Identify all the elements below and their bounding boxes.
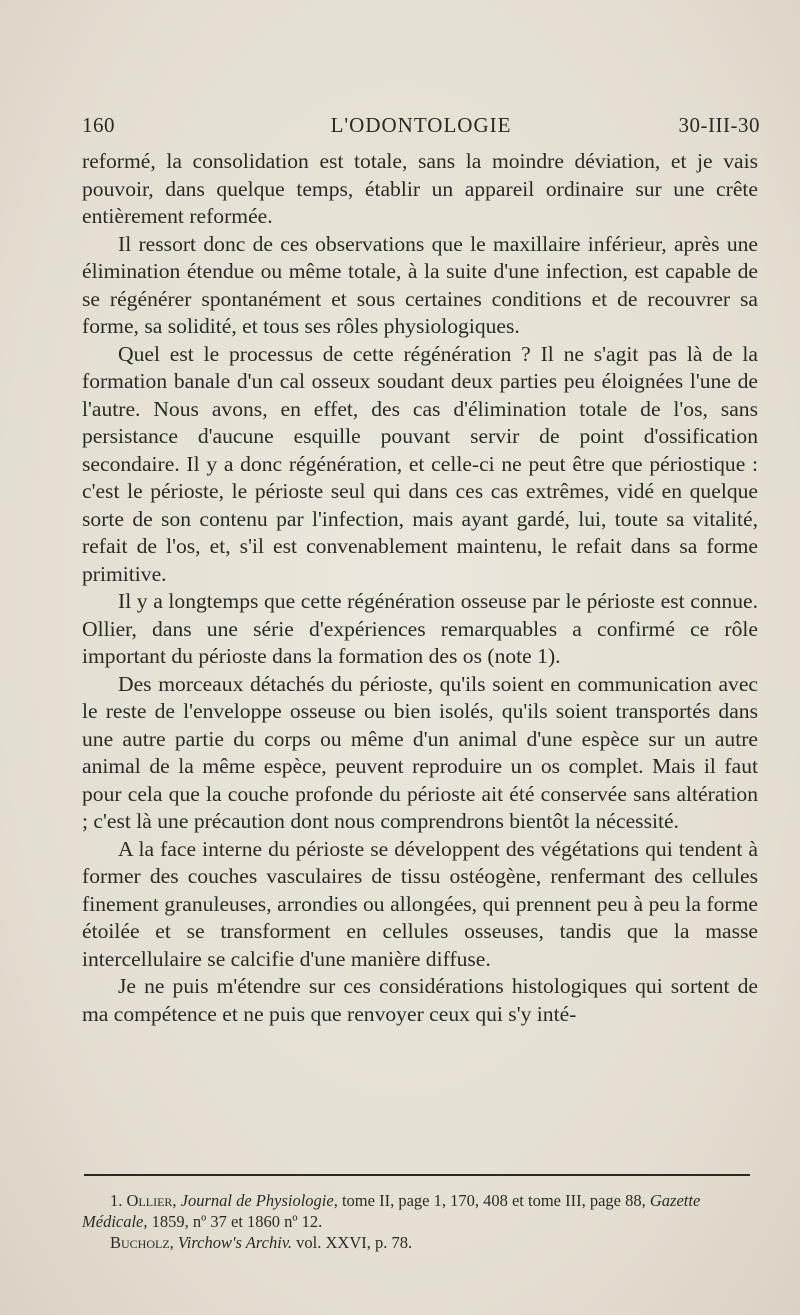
- paragraph: Je ne puis m'étendre sur ces considérations histologiques qui sortent de ma compétence et ne puis que renvoyer ceux qui s'y inté-: [82, 974, 758, 1026]
- footnote-2: [82, 1232, 758, 1253]
- footnote-journal: Virchow's Archiv.: [177, 1233, 293, 1252]
- footnote-journal: Journal de Physiologie,: [180, 1191, 338, 1210]
- paragraph: Quel est le processus de cette régénération ? Il ne s'agit pas là de la formation banale d'un cal osseux soudant deux parties peu éloignées l'une de l'autre. Nous avons, en effet, des cas d'élimination totale de l'os, sans persistance d'aucune esquille pouvant servir de point d'ossification secondaire. Il y a donc régénération, et celle-ci ne peut être que périostique : c'est le périoste, le périoste seul qui dans ces cas extrêmes, vidé en quelque sorte de son contenu par l'infection, mais ayant gardé, lui, toute sa vitalité, refait de l'os, et, s'il est convenablement maintenu, le refait dans sa forme primitive.: [82, 341, 758, 586]
- main-text: [82, 148, 758, 1028]
- page-header: [82, 113, 760, 143]
- footnote-reference: 1859, nº 37 et 1860 nº 12.: [151, 1212, 323, 1231]
- footnote-reference: tome II, page 1, 170, 408 et tome III, page 88,: [341, 1191, 646, 1210]
- footnote-divider: [84, 1174, 750, 1176]
- footnotes: [82, 1190, 758, 1253]
- page-number: 160: [82, 113, 115, 137]
- paragraph: Il y a longtemps que cette régénération osseuse par le périoste est connue. Ollier, dans une série d'expériences remarquables a confirmé ce rôle important du périoste dans la formation des os (note 1).: [82, 589, 758, 668]
- paragraph: reformé, la consolidation est totale, sans la moindre déviation, et je vais pouvoir, dans quelque temps, établir un appareil ordinaire sur une crête entièrement reformée.: [82, 149, 758, 228]
- footnote-journal: Gazette Médicale,: [82, 1191, 701, 1231]
- footnote-reference: vol. XXVI, p. 78.: [296, 1233, 413, 1252]
- paragraph: A la face interne du périoste se développent des végétations qui tendent à former des couches vasculaires de tissu ostéogène, renfermant des cellules finement granuleuses, arrondies ou allongées, qui prennent peu à peu la forme étoilée et se transforment en cellules osseuses, tandis que la masse intercellulaire se calcifie d'une manière diffuse.: [82, 836, 758, 971]
- footnote-author: Ollier,: [126, 1191, 177, 1210]
- running-title: L'ODONTOLOGIE: [330, 113, 512, 137]
- issue-date: 30-III-30: [678, 113, 760, 137]
- footnote-1: [82, 1190, 758, 1232]
- paragraph: Des morceaux détachés du périoste, qu'ils soient en communication avec le reste de l'enveloppe osseuse ou bien isolés, qu'ils soient transportés dans une autre partie du corps ou même d'un animal d'une espèce sur un autre animal de la même espèce, peuvent reproduire un os complet. Mais il faut pour cela que la couche profonde du périoste ait été conservée sans altération ; c'est là une précaution dont nous comprendrons bientôt la nécessité.: [82, 671, 758, 833]
- footnote-marker: 1.: [110, 1191, 123, 1210]
- paragraph: Il ressort donc de ces observations que le maxillaire inférieur, après une élimination étendue ou même totale, à la suite d'une infection, est capable de se régénérer spontanément et sous certaines conditions et de recouvrer sa forme, sa solidité, et tous ses rôles physiologiques.: [82, 231, 758, 338]
- footnote-author: Bucholz,: [110, 1233, 174, 1252]
